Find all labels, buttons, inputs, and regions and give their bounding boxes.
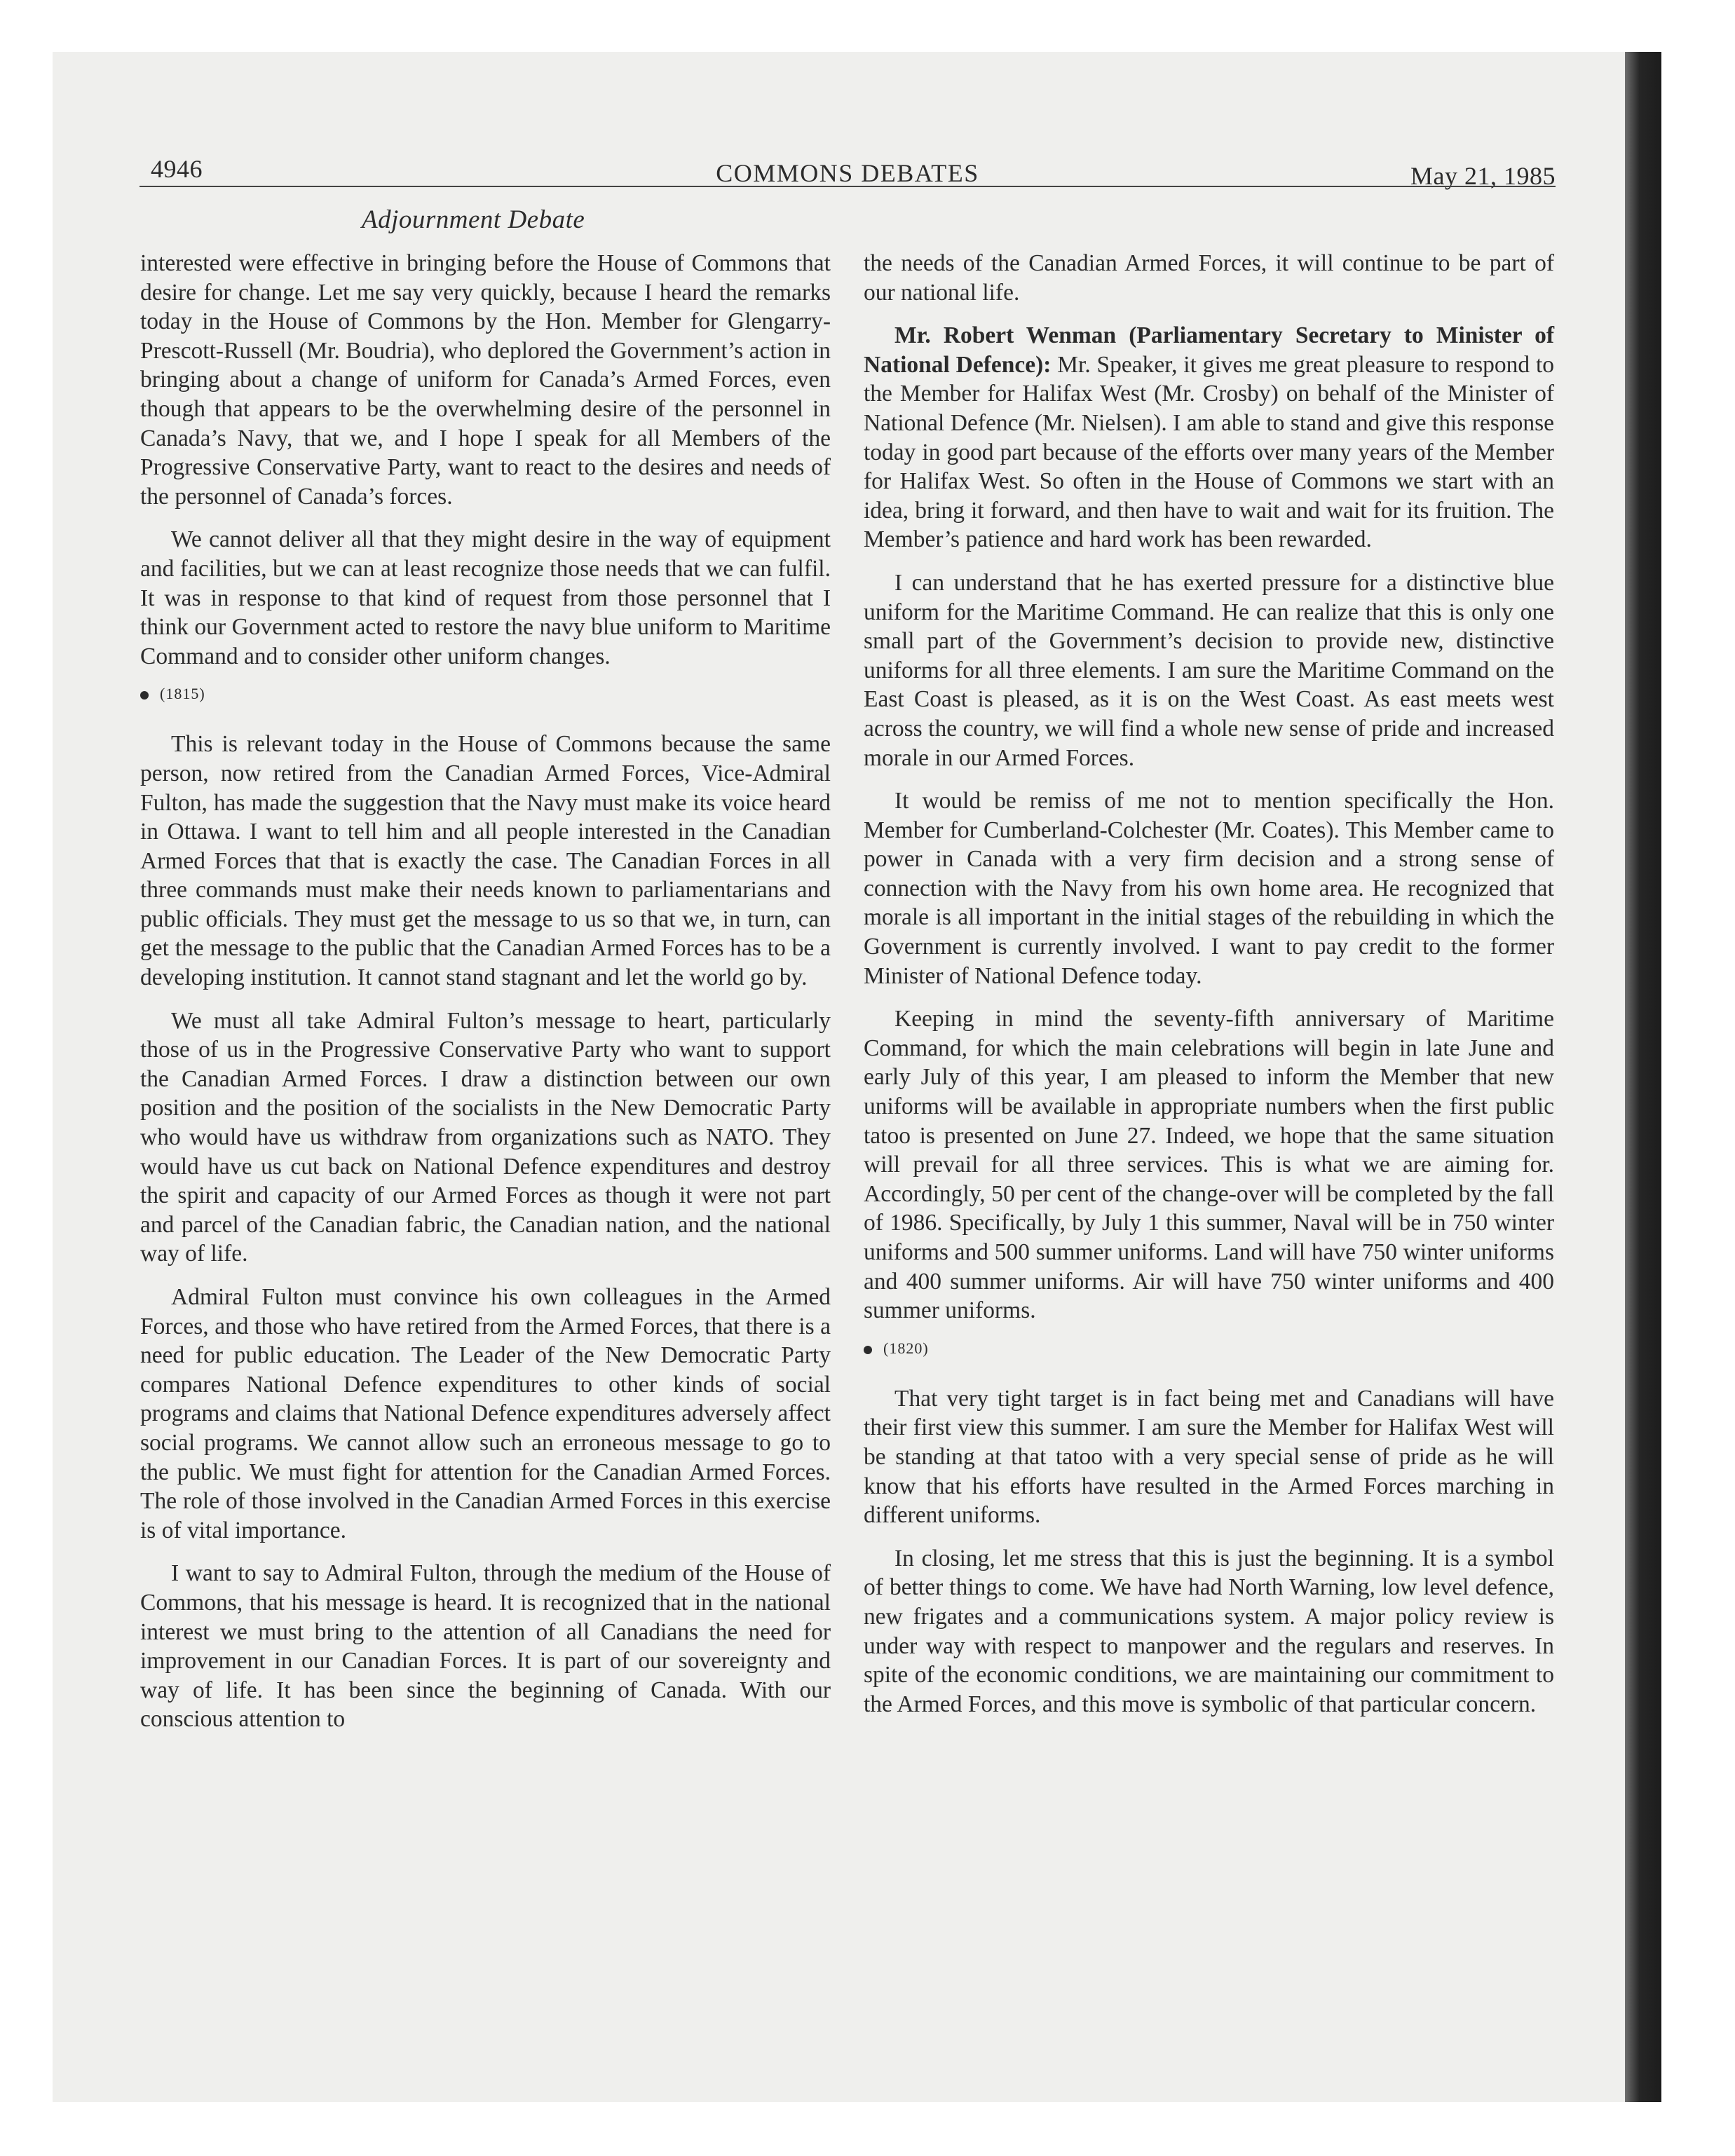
page-number: 4946 xyxy=(151,155,203,183)
paragraph: Admiral Fulton must convince his own colleagues in the Armed Forces, and those who have retired from the Armed Forces, that there is a need for public education. The Leader of the New Democratic Party compares National Defence expenditures to other kinds of social programs and claims that National Defence expenditures adversely affect social programs. We cannot allow such an erroneous message to go to the public. We must fight for attention for the Canadian Armed Forces. The role of those involved in the Canadian Armed Forces in this exercise is of vital importance. xyxy=(140,1284,831,1543)
time-marker-label: (1820) xyxy=(883,1339,929,1357)
scan-binding-edge xyxy=(1625,52,1661,2102)
paragraph: We cannot deliver all that they might desire in the way of equipment and facilities, but we can at least recognize those needs that we can fulfil. It was in response to that kind of request from those personnel that I think our Government acted to restore the navy blue uniform to Maritime Command and to consider other uniform changes. xyxy=(140,526,831,669)
right-column xyxy=(864,249,1554,1733)
speaker-paragraph xyxy=(864,321,1554,554)
paragraph: Keeping in mind the seventy-fifth anniversary of Maritime Command, for which the main celebrations will begin in late June and early July of this year, I am pleased to inform the Member that new uniforms will be available in appropriate numbers when the first public tatoo is presented on June 27. Indeed, we hope that the same situation will prevail for all three services. This is what we are aiming for. Accordingly, 50 per cent of the change-over will be completed by the fall of 1986. Specifically, by July 1 this summer, Naval will be in 750 winter uniforms and 500 summer uniforms. Land will have 750 winter uniforms and 400 summer uniforms. Air will have 750 winter uniforms and 400 summer uniforms. xyxy=(864,1006,1554,1324)
section-title: Adjournment Debate xyxy=(362,205,585,234)
paragraph: That very tight target is in fact being met and Canadians will have their first view this summer. I am sure the Member for Halifax West will be standing at that tatoo with a very special sense of pride as he will know that his efforts have resulted in the Armed Forces marching in different uniforms. xyxy=(864,1385,1554,1529)
left-column xyxy=(140,249,831,1748)
time-marker xyxy=(140,685,831,703)
publication-title: COMMONS DEBATES xyxy=(716,159,979,187)
paragraph: I want to say to Admiral Fulton, through the medium of the House of Commons, that his message is heard. It is recognized that in the national interest we must bring to the attention of all Canadians the need for improvement in our Canadian Forces. It is part of our sovereignty and way of life. It has been since the beginning of Canada. With our conscious attention to xyxy=(140,1560,831,1733)
speaker-name: Mr. Robert Wenman (Parliamentary Secretary to Minister of National Defence): xyxy=(864,322,1554,378)
speaker-text: Mr. Speaker, it gives me great pleasure to respond to the Member for Halifax West (Mr. Crosby) on behalf of the Minister of National Defence (Mr. Nielsen). I am able to stand and give this response today in good part because of the efforts over many years of the Member for Halifax West. So often in the House of Commons we start with an idea, bring it forward, and then have to wait and wait for its fruition. The Member’s patience and hard work has been rewarded. xyxy=(864,351,1555,553)
paragraph: It would be remiss of me not to mention specifically the Hon. Member for Cumberland-Colchester (Mr. Coates). This Member came to power in Canada with a very firm decision and a strong sense of connection with the Navy from his own home area. He recognized that morale is all important in the initial stages of the rebuilding in which the Government is currently involved. I want to pay credit to the former Minister of National Defence today. xyxy=(864,788,1554,989)
paragraph: interested were effective in bringing before the House of Commons that desire for change. Let me say very quickly, because I heard the remarks today in the House of Commons by the Hon. Member for Glengarry-Prescott-Russell (Mr. Boudria), who deplored the Government’s action in bringing about a change of uniform for Canada’s Armed Forces, even though that appears to be the overwhelming desire of the personnel in Canada’s Navy, that we, and I hope I speak for all Members of the Progressive Conservative Party, want to react to the desires and needs of the personnel of Canada’s forces. xyxy=(140,250,831,510)
paragraph: the needs of the Canadian Armed Forces, it will continue to be part of our national life. xyxy=(864,250,1554,306)
paragraph: This is relevant today in the House of Commons because the same person, now retired from the Canadian Armed Forces, Vice-Admiral Fulton, has made the suggestion that the Navy must make its voice heard in Ottawa. I want to tell him and all people interested in the Canadian Armed Forces that that is exactly the case. The Canadian Forces in all three commands must make their needs known to parliamentarians and public officials. They must get the message to us so that we, in turn, can get the message to the public that the Canadian Armed Forces has to be a developing institution. It cannot stand stagnant and let the world go by. xyxy=(140,731,831,991)
paragraph: In closing, let me stress that this is just the beginning. It is a symbol of better things to come. We have had North Warning, low level defence, new frigates and a communications system. A major policy review is under way with respect to manpower and the regulars and reserves. In spite of the economic conditions, we are maintaining our commitment to the Armed Forces, and this move is symbolic of that particular concern. xyxy=(864,1545,1554,1717)
time-marker xyxy=(864,1339,1554,1358)
publication-date: May 21, 1985 xyxy=(1410,162,1556,190)
bullet-icon xyxy=(864,1346,872,1354)
paragraph: We must all take Admiral Fulton’s message to heart, particularly those of us in the Progressive Conservative Party who want to support the Canadian Armed Forces. I draw a distinction between our own position and the position of the socialists in the New Democratic Party who would have us withdraw from organizations such as NATO. They would have us cut back on National Defence expenditures and destroy the spirit and capacity of our Armed Forces as though it were not part and parcel of the Canadian fabric, the Canadian nation, and the national way of life. xyxy=(140,1007,831,1267)
header-rule xyxy=(140,186,1556,187)
time-marker-label: (1815) xyxy=(160,685,205,703)
bullet-icon xyxy=(140,691,149,700)
paragraph: I can understand that he has exerted pressure for a distinctive blue uniform for the Maritime Command. He can realize that this is only one small part of the Government’s decision to provide new, distinctive uniforms for all three elements. I am sure the Maritime Command on the East Coast is pleased, as it is on the West Coast. As east meets west across the country, we will find a whole new sense of pride and increased morale in our Armed Forces. xyxy=(864,569,1554,771)
